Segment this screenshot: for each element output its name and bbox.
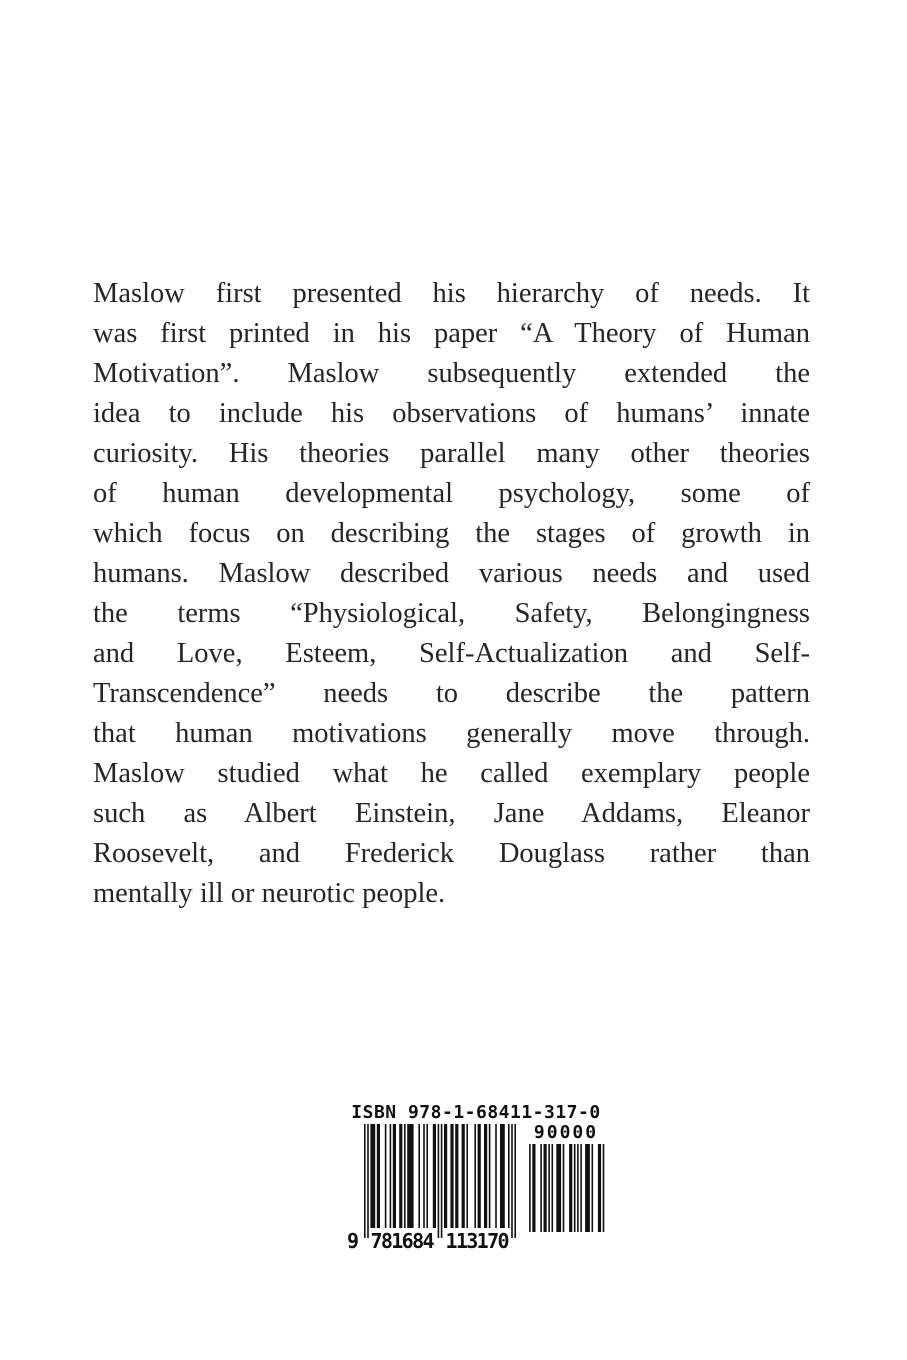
paragraph-line: Motivation”. Maslow subsequently extended the bbox=[93, 358, 810, 389]
paragraph-line: idea to include his observations of humans’ innate bbox=[93, 398, 810, 429]
ean5-bars bbox=[529, 1144, 604, 1232]
ean5-supplement-barcode bbox=[526, 1124, 606, 1236]
ean13-bars bbox=[364, 1124, 516, 1238]
paragraph-line: the terms “Physiological, Safety, Belongingness bbox=[93, 598, 810, 629]
paragraph-line: which focus on describing the stages of growth in bbox=[93, 518, 810, 549]
paragraph-line: Transcendence” needs to describe the pattern bbox=[93, 678, 810, 709]
ean13-digit-group2: 113170 bbox=[445, 1229, 510, 1253]
ean13-digit-group1: 781684 bbox=[370, 1229, 435, 1253]
paragraph-line: and Love, Esteem, Self-Actualization and Self- bbox=[93, 638, 810, 669]
paragraph-line: Maslow first presented his hierarchy of needs. It bbox=[93, 278, 810, 309]
paragraph-line: that human motivations generally move through. bbox=[93, 718, 810, 749]
paragraph-line: curiosity. His theories parallel many other theories bbox=[93, 438, 810, 469]
paragraph-line: was first printed in his paper “A Theory of Human bbox=[93, 318, 810, 349]
isbn-barcode-block bbox=[340, 1102, 612, 1254]
supplement-price-code: 90000 bbox=[533, 1124, 599, 1143]
ean13-barcode bbox=[344, 1122, 520, 1254]
paragraph-line: mentally ill or neurotic people. bbox=[93, 878, 446, 909]
paragraph-line: humans. Maslow described various needs and used bbox=[93, 558, 810, 589]
ean13-digit-prefix: 9 bbox=[346, 1229, 360, 1253]
isbn-number-label: ISBN 978-1-68411-317-0 bbox=[351, 1102, 601, 1123]
paragraph-line: such as Albert Einstein, Jane Addams, Eleanor bbox=[93, 798, 810, 829]
paragraph-line: of human developmental psychology, some of bbox=[93, 478, 810, 509]
paragraph-line: Maslow studied what he called exemplary people bbox=[93, 758, 810, 789]
description-paragraph bbox=[93, 274, 810, 914]
paragraph-line: Roosevelt, and Frederick Douglass rather than bbox=[93, 838, 810, 869]
